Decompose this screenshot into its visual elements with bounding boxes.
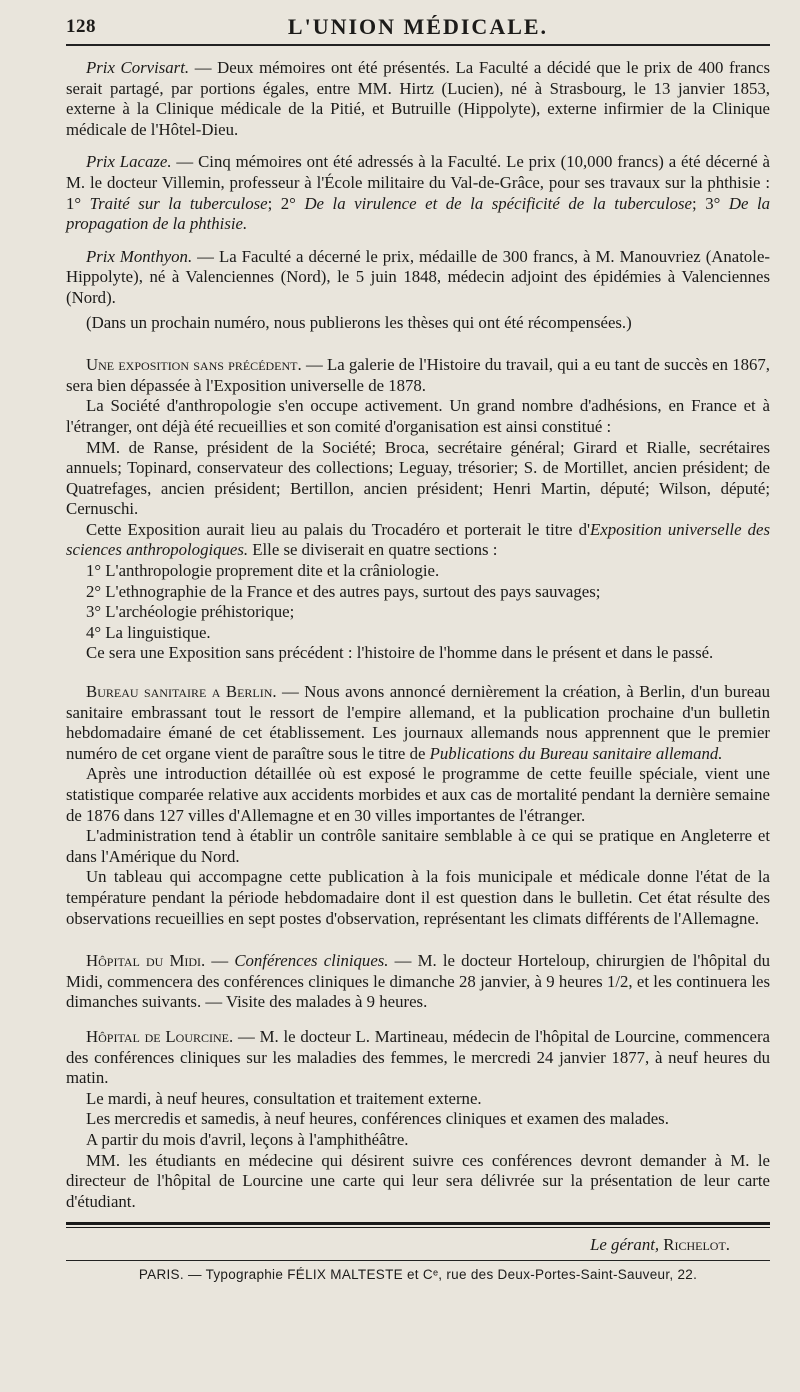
exposition-text-4a: Cette Exposition aurait lieu au palais du Trocadéro et porterait le titre d' <box>86 519 591 539</box>
lourcine-paragraph-5: MM. les étudiants en médecine qui désirent suivre ces conférences devront demander à M. le directeur de l'hôpital de Lourcine une carte qui leur sera délivrée sur la présentation de leur carte d'étudiant. <box>66 1150 770 1211</box>
lourcine-paragraph-4: A partir du mois d'avril, leçons à l'amphithéâtre. <box>86 1129 409 1149</box>
exposition-text-1: — La galerie de l'Histoire du travail, qui a eu tant de succès en 1867, sera bien dépassée à l'Exposition universelle de 1878. <box>66 355 770 395</box>
list-item: 3° L'archéologie préhistorique; <box>86 602 295 622</box>
prix-lacaze-sep-2: ; 3° <box>691 193 729 213</box>
bureau-publication-title: Publications du Bureau sanitaire allemand. <box>429 743 723 763</box>
midi-dash: — <box>205 951 235 971</box>
bureau-text-1: — Nous avons annoncé dernièrement la création, à Berlin, d'un bureau sanitaire embrassant tout le ressort de l'empire allemand, et la publication prochaine d'un bulletin hebdomadaire émané de cet établissement. Les journaux allemands nous apprennent que le premier numéro de cet organe vient de paraître sous le titre de <box>66 682 770 763</box>
prix-lacaze-text: — Cinq mémoires ont été adressés à la Faculté. Le prix (10,000 francs) a été décerné à M. le docteur Villemin, professeur à l'École militaire du Val-de-Grâce, pour ses travaux sur la phthisie : 1° <box>66 152 770 213</box>
gerant-label: Le gérant, <box>590 1235 660 1255</box>
prix-corvisart-lead: Prix Corvisart. <box>86 58 190 77</box>
theses-note: (Dans un prochain numéro, nous publierons les thèses qui ont été récompensées.) <box>86 312 632 332</box>
prix-lacaze-title-3: De la propagation de la phthisie. <box>66 193 771 234</box>
exposition-heading: Une exposition sans précédent. <box>86 355 302 375</box>
exposition-committee: MM. de Ranse, président de la Société; Broca, secrétaire général; Girard et Rialle, secrétaires annuels; Topinard, conservateur des collections; Leguay, trésorier; S. de Mortillet, ancien président; de Quatrefages, ancien président; Bertillon, ancien président; Henri Martin, député; Wilson, député; Cernuschi. <box>66 437 770 519</box>
prix-monthyon-text: — La Faculté a décerné le prix, médaille de 300 francs, à M. Manouvriez (Anatole-Hippolyte), né à Valenciennes (Nord), le 5 juin 1848, médecin adjoint des épidémies à Valenciennes (Nord). <box>66 246 770 307</box>
list-item: 1° L'anthropologie proprement dite et la crâniologie. <box>86 561 440 581</box>
prix-lacaze-title-2: De la virulence et de la spécificité de la tuberculose <box>304 193 692 213</box>
page-header <box>66 14 770 46</box>
prix-lacaze-sep-1: ; 2° <box>267 193 305 213</box>
exposition-sections-list <box>66 561 770 643</box>
midi-paragraph <box>66 951 770 1013</box>
exposition-paragraph-4 <box>66 520 770 561</box>
midi-subtitle: Conférences cliniques. <box>234 951 389 971</box>
prix-lacaze-paragraph <box>66 152 770 234</box>
exposition-paragraph-1 <box>66 355 770 396</box>
exposition-title: Exposition universelle des sciences anthropologiques. <box>66 519 770 560</box>
midi-heading: Hôpital du Midi. <box>86 951 206 971</box>
bureau-paragraph-3: L'administration tend à établir un contrôle sanitaire semblable à ce qui se pratique en Angleterre et dans l'Amérique du Nord. <box>66 826 770 866</box>
lourcine-paragraph-1 <box>66 1027 770 1089</box>
exposition-text-4b: Elle se diviserait en quatre sections : <box>248 540 498 560</box>
signature-line <box>66 1234 770 1256</box>
list-item: 2° L'ethnographie de la France et des autres pays, surtout des pays sauvages; <box>86 581 601 601</box>
imprint-divider <box>66 1260 770 1261</box>
prix-lacaze-title-1: Traité sur la tuberculose <box>89 193 268 213</box>
bureau-paragraph-4: Un tableau qui accompagne cette publication à la fois municipale et médicale donne l'état de la température pendant la période hebdomadaire dont il est question dans le bulletin. Cet état résulte des observations recueillies en sept postes d'observation, représentant les climats différents de l'Allemagne. <box>66 867 770 928</box>
prix-corvisart-paragraph <box>66 58 770 140</box>
list-item: 4° La linguistique. <box>86 622 211 642</box>
bureau-paragraph-2: Après une introduction détaillée où est exposé le programme de cette feuille spéciale, vient une statistique comparée relative aux accidents morbides et aux cas de mortalité pendant la dernière semaine de 1876 dans 127 villes d'Allemagne et en 30 villes importantes de l'étranger. <box>66 764 770 825</box>
lourcine-paragraph-3: Les mercredis et samedis, à neuf heures, conférences cliniques et examen des malades. <box>86 1109 669 1129</box>
printer-imprint: PARIS. — Typographie FÉLIX MALTESTE et Cᵉ, rue des Deux-Portes-Saint-Sauveur, 22. <box>138 1267 698 1283</box>
bureau-heading: Bureau sanitaire a Berlin. <box>86 682 277 702</box>
prix-monthyon-paragraph <box>66 247 770 309</box>
prix-monthyon-lead: Prix Monthyon. <box>86 246 193 266</box>
running-title: L'UNION MÉDICALE. <box>287 14 549 39</box>
lourcine-paragraph-2: Le mardi, à neuf heures, consultation et traitement externe. <box>86 1088 482 1108</box>
exposition-paragraph-5: Ce sera une Exposition sans précédent : l'histoire de l'homme dans le présent et dans le passé. <box>86 643 714 663</box>
gerant-name: Richelot. <box>663 1235 730 1255</box>
signature-divider <box>66 1222 770 1228</box>
page-number: 128 <box>66 16 96 37</box>
midi-text: — M. le docteur Horteloup, chirurgien de l'hôpital du Midi, commencera des conférences cliniques le dimanche 28 janvier, à 9 heures 1/2, et les continuera les dimanches suivants. — Visite des malades à 9 heures. <box>66 951 770 1012</box>
lourcine-heading: Hôpital de Lourcine. <box>86 1026 234 1046</box>
exposition-paragraph-2: La Société d'anthropologie s'en occupe activement. Un grand nombre d'adhésions, en France et à l'étranger, ont déjà été recueillies et son comité d'organisation est ainsi constitué : <box>66 396 770 436</box>
prix-lacaze-lead: Prix Lacaze. <box>86 152 172 172</box>
lourcine-text-1: — M. le docteur L. Martineau, médecin de l'hôpital de Lourcine, commencera des conférences cliniques sur les maladies des femmes, le mercredi 24 janvier 1877, à neuf heures du matin. <box>66 1026 770 1088</box>
bureau-paragraph-1 <box>66 682 770 764</box>
prix-corvisart-text: — Deux mémoires ont été présentés. La Faculté a décidé que le prix de 400 francs serait partagé, par portions égales, entre MM. Hirtz (Lucien), né à Strasbourg, le 13 janvier 1853, externe à la Clinique médicale de la Pitié, et Butruille (Hippolyte), externe infirmier de la Clinique médicale de l'Hôtel-Dieu. <box>66 58 770 139</box>
